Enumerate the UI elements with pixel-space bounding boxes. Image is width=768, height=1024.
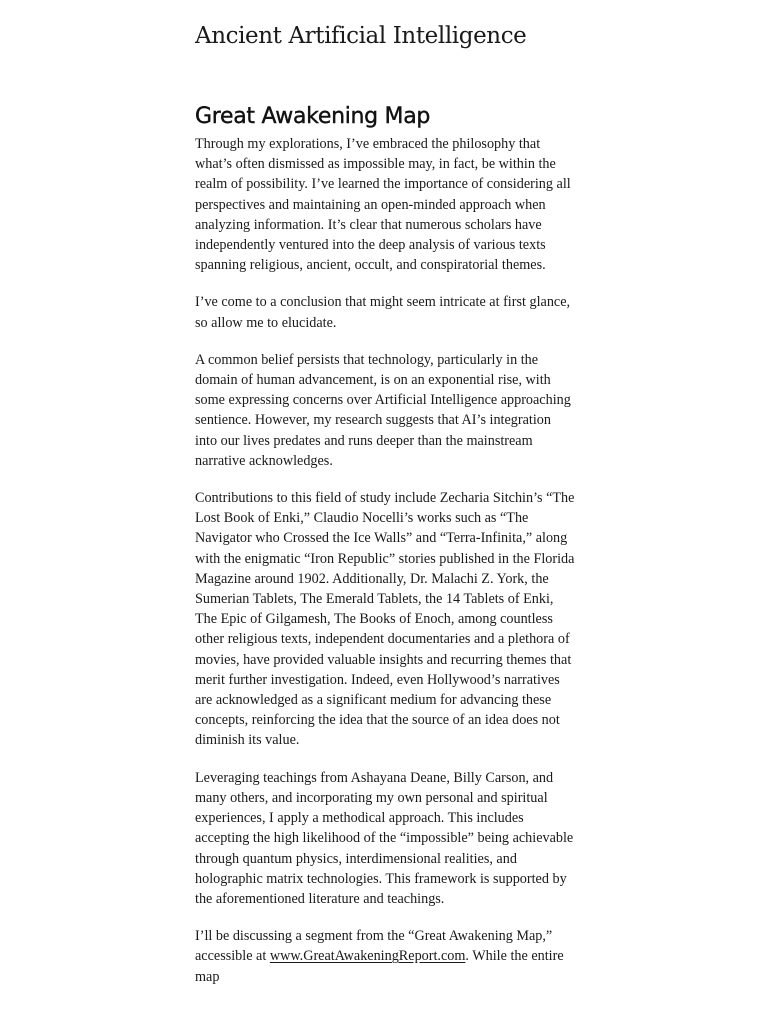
document-title: Ancient Artificial Intelligence [195, 23, 527, 49]
paragraph-methodical-approach: Leveraging teachings from Ashayana Deane, Billy Carson, and many others, and incorporating my own personal and spiritual experiences, I apply a methodical approach. This includes accepting the high likelihood of the “impossible” being achievable through quantum physics, interdimensional realities, and holographic matrix technologies. This framework is supported by the aforementioned literature and teachings. [195, 769, 574, 907]
great-awakening-report-link[interactable]: www.GreatAwakeningReport.com [269, 948, 466, 965]
paragraph-explorations: Through my explorations, I’ve embraced the philosophy that what’s often dismissed as impossible may, in fact, be within the realm of possibility. I’ve learned the importance of considering all perspectives and maintaining an open-minded approach when analyzing information. It’s clear that numerous scholars have independently ventured into the deep analysis of various texts spanning religious, ancient, occult, and conspiratorial themes. [195, 136, 571, 274]
paragraph-technology-belief: A common belief persists that technology, particularly in the domain of human advancement, is on an exponential rise, with some expressing concerns over Artificial Intelligence approaching sentience. However, my research suggests that AI’s integration into our lives predates and runs deeper than the mainstream narrative acknowledges. [195, 351, 571, 469]
paragraph-great-awakening-map [195, 926, 575, 987]
paragraph-text-before-link: I’ll be discussing a segment from the “Great Awakening Map,” accessible at [195, 928, 553, 965]
paragraph-text-after-link: . While the entire map [195, 948, 564, 985]
paragraph-contributions: Contributions to this field of study include Zecharia Sitchin’s “The Lost Book of Enki,” Claudio Nocelli’s works such as “The Navigator who Crossed the Ice Walls” and “Terra-Infinita,” along with the enigmatic “Iron Republic” stories published in the Florida Magazine around 1902. Additionally, Dr. Malachi Z. York, the Sumerian Tablets, The Emerald Tablets, the 14 Tablets of Enki, The Epic of Gilgamesh, The Books of Enoch, among countless other religious texts, independent documentaries and a plethora of movies, have provided valuable insights and recurring themes that merit further investigation. Indeed, even Hollywood’s narratives are acknowledged as a significant medium for advancing these concepts, reinforcing the idea that the source of an idea does not diminish its value. [195, 490, 575, 749]
document-page [195, 0, 575, 987]
section-heading: Great Awakening Map [195, 104, 431, 129]
paragraph-conclusion: I’ve come to a conclusion that might seem intricate at first glance, so allow me to elucidate. [195, 294, 571, 331]
